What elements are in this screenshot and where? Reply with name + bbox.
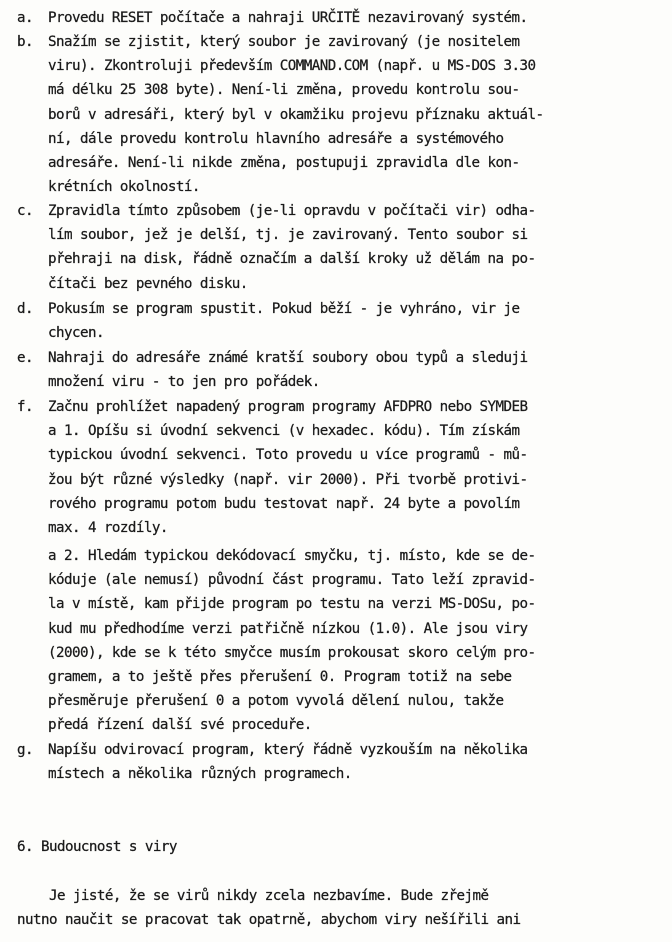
list-item-text: Pokusím se program spustit. Pokud běží - je vyhráno, vir je chycen. [48, 301, 520, 342]
list-marker: b. [17, 34, 33, 50]
list-item-text: Nahraji do adresáře známé kratší soubory obou typů a sleduji množení viru - to jen pro pořádek. [48, 350, 528, 391]
list-marker: g. [17, 742, 33, 758]
list-marker: d. [17, 301, 33, 317]
list-item-d [17, 297, 657, 345]
list-item-f [17, 395, 657, 540]
list-item-c [17, 199, 657, 296]
section-heading: 6. Budoucnost s viry [17, 839, 177, 855]
list-item-text: Napíšu odvirovací program, který řádně vyzkouším na několika místech a několika různých programech. [48, 742, 528, 783]
list-marker: e. [17, 350, 33, 366]
list-marker: a. [17, 10, 33, 26]
list-item-a [17, 6, 657, 30]
list-item-e [17, 346, 657, 394]
list-item-text: Provedu RESET počítače a nahraji URČITĚ nezavirovaný systém. [48, 10, 528, 26]
closing-paragraph: Je jisté, že se virů nikdy zcela nezbavíme. Bude zřejmě nutno naučit se pracovat tak opatrně, abychom viry nešířili ani [17, 888, 521, 929]
paragraph-point-2: a 2. Hledám typickou dekódovací smyčku, tj. místo, kde se de- kóduje (ale nemusí) původní část programu. Tato leží zpravid- la v místě, kam přijde program po testu na verzi MS-DOSu, po- kud mu předhodíme verzi patřičně nízkou (1.0). Ale jsou viry (2000), kde se k této smyčce musím prokousat skoro celým pro- gramem, a to ještě přes přerušení 0. Program totiž na sebe přesměruje přerušení 0 a potom vyvolá dělení nulou, takže předá řízení další své proceduře. [48, 548, 536, 734]
list-marker: f. [17, 399, 33, 415]
list-item-text: Snažím se zjistit, který soubor je zavirovaný (je nositelem viru). Zkontroluji především COMMAND.COM (např. u MS-DOS 3.30 má délku 25 308 byte). Není-li změna, provedu kontrolu sou- borů v adresáři, který byl v okamžiku projevu příznaku aktuál- ní, dále provedu kontrolu hlavního adresáře a systémového adresáře. Není-li nikde změna, postupuji zpravidla dle kon- krétních okolností. [48, 34, 544, 196]
list-item-g [17, 738, 657, 786]
list-item-text: Zpravidla tímto způsobem (je-li opravdu v počítači vir) odha- lím soubor, jež je delší, tj. je zavirovaný. Tento soubor si přehraji na disk, řádně označím a další kroky už dělám na po- čítači bez pevného disku. [48, 203, 536, 292]
list-marker: c. [17, 203, 33, 219]
list-item-b [17, 30, 657, 199]
list-item-text: Začnu prohlížet napadený program programy AFDPRO nebo SYMDEB a 1. Opíšu si úvodní sekvenci (v hexadec. kódu). Tím získám typickou úvodní sekvenci. Toto provedu u více programů - mů- žou být různé výsledky (např. vir 2000). Při tvorbě protivi- rového programu potom budu testovat např. 24 byte a povolím max. 4 rozdíly. [48, 399, 528, 537]
